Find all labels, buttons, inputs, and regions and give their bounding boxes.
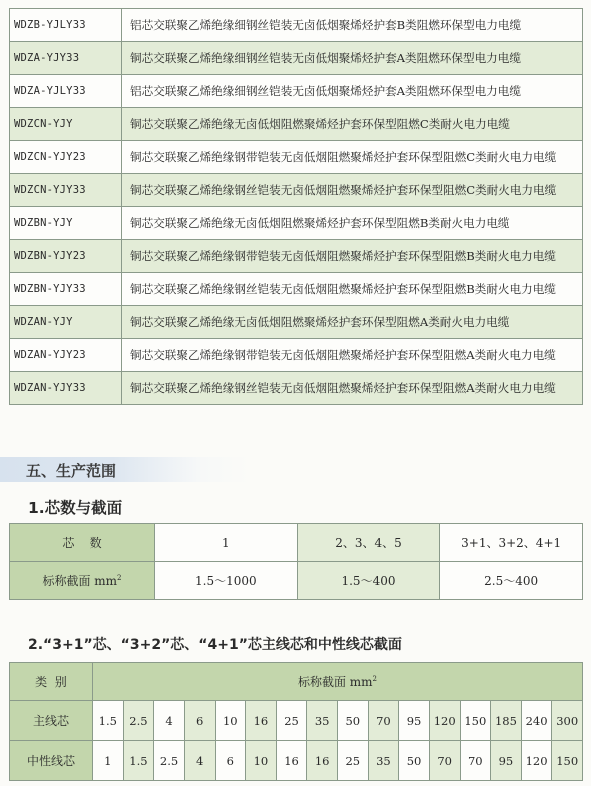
neutral-core-value: 70: [460, 741, 491, 781]
neutral-core-value: 1.5: [123, 741, 154, 781]
section-heading: [0, 457, 250, 482]
cores-row: [10, 524, 583, 562]
neutral-core-value: 120: [521, 741, 552, 781]
main-core-value: 240: [521, 701, 552, 741]
area-value: 2.5～400: [440, 562, 583, 600]
neutral-heading: 2.“3+1”芯、“3+2”芯、“4+1”芯主线芯和中性线芯截面: [28, 637, 402, 653]
area-label-text: 标称截面 mm: [42, 574, 118, 588]
model-row: [10, 174, 583, 207]
model-row: [10, 42, 583, 75]
model-description: 铜芯交联聚乙烯绝缘无卤低烟阻燃聚烯烃护套环保型阻燃B类耐火电力电缆: [122, 207, 583, 240]
nominal-area-sup: 2: [372, 675, 378, 683]
model-row: [10, 75, 583, 108]
main-core-value: 300: [552, 701, 583, 741]
model-description: 铜芯交联聚乙烯绝缘钢丝铠装无卤低烟阻燃聚烯烃护套环保型阻燃C类耐火电力电缆: [122, 174, 583, 207]
model-description: 铝芯交联聚乙烯绝缘细钢丝铠装无卤低烟聚烯烃护套B类阻燃环保型电力电缆: [122, 9, 583, 42]
model-description: 铜芯交联聚乙烯绝缘无卤低烟阻燃聚烯烃护套环保型阻燃A类耐火电力电缆: [122, 306, 583, 339]
neutral-table: [9, 662, 583, 781]
main-core-value: 16: [246, 701, 277, 741]
neutral-core-value: 6: [215, 741, 246, 781]
neutral-core-value: 1: [93, 741, 124, 781]
nominal-area-header: [93, 663, 583, 701]
model-row: [10, 339, 583, 372]
neutral-core-value: 25: [338, 741, 369, 781]
neutral-core-value: 70: [429, 741, 460, 781]
main-core-value: 4: [154, 701, 185, 741]
main-core-value: 70: [368, 701, 399, 741]
area-value: 1.5～1000: [155, 562, 298, 600]
main-core-value: 185: [491, 701, 522, 741]
neutral-core-value: 16: [307, 741, 338, 781]
core-value: 1: [155, 524, 298, 562]
main-core-value: 35: [307, 701, 338, 741]
model-code: WDZAN-YJY33: [10, 372, 122, 405]
model-description: 铝芯交联聚乙烯绝缘细钢丝铠装无卤低烟聚烯烃护套A类阻燃环保型电力电缆: [122, 75, 583, 108]
main-core-value: 1.5: [93, 701, 124, 741]
main-core-value: 6: [184, 701, 215, 741]
area-unit-sup: 2: [117, 574, 122, 582]
model-row: [10, 240, 583, 273]
main-core-value: 50: [338, 701, 369, 741]
model-row: [10, 273, 583, 306]
neutral-core-value: 10: [246, 741, 277, 781]
model-code: WDZA-YJY33: [10, 42, 122, 75]
section-title: 五、生产范围: [26, 462, 117, 480]
nominal-area-label: [10, 562, 155, 600]
model-row: [10, 9, 583, 42]
model-code: WDZBN-YJY23: [10, 240, 122, 273]
main-core-value: 25: [276, 701, 307, 741]
nominal-area-text: 标称截面 mm: [297, 675, 373, 689]
model-description: 铜芯交联聚乙烯绝缘钢带铠装无卤低烟阻燃聚烯烃护套环保型阻燃C类耐火电力电缆: [122, 141, 583, 174]
area-value: 1.5～400: [297, 562, 440, 600]
neutral-core-row: [10, 741, 583, 781]
cores-heading: 1.芯数与截面: [28, 499, 123, 517]
neutral-core-value: 150: [552, 741, 583, 781]
model-code: WDZCN-YJY: [10, 108, 122, 141]
neutral-core-value: 95: [491, 741, 522, 781]
main-core-value: 150: [460, 701, 491, 741]
model-table: [9, 8, 583, 405]
neutral-core-value: 4: [184, 741, 215, 781]
main-core-value: 2.5: [123, 701, 154, 741]
model-description: 铜芯交联聚乙烯绝缘无卤低烟阻燃聚烯烃护套环保型阻燃C类耐火电力电缆: [122, 108, 583, 141]
neutral-core-value: 35: [368, 741, 399, 781]
main-core-row: [10, 701, 583, 741]
main-core-value: 120: [429, 701, 460, 741]
core-count-label: 芯 数: [10, 524, 155, 562]
model-code: WDZAN-YJY23: [10, 339, 122, 372]
area-row: [10, 562, 583, 600]
model-row: [10, 372, 583, 405]
neutral-core-value: 2.5: [154, 741, 185, 781]
model-description: 铜芯交联聚乙烯绝缘细钢丝铠装无卤低烟聚烯烃护套A类阻燃环保型电力电缆: [122, 42, 583, 75]
model-row: [10, 141, 583, 174]
category-label: 类 别: [10, 663, 93, 701]
model-description: 铜芯交联聚乙烯绝缘钢带铠装无卤低烟阻燃聚烯烃护套环保型阻燃A类耐火电力电缆: [122, 339, 583, 372]
neutral-core-value: 16: [276, 741, 307, 781]
model-code: WDZA-YJLY33: [10, 75, 122, 108]
model-code: WDZBN-YJY33: [10, 273, 122, 306]
model-code: WDZBN-YJY: [10, 207, 122, 240]
model-code: WDZCN-YJY23: [10, 141, 122, 174]
neutral-header-row: [10, 663, 583, 701]
main-core-value: 10: [215, 701, 246, 741]
model-code: WDZCN-YJY33: [10, 174, 122, 207]
neutral-core-label: 中性线芯: [10, 741, 93, 781]
model-description: 铜芯交联聚乙烯绝缘钢丝铠装无卤低烟阻燃聚烯烃护套环保型阻燃B类耐火电力电缆: [122, 273, 583, 306]
main-core-value: 95: [399, 701, 430, 741]
model-code: WDZAN-YJY: [10, 306, 122, 339]
main-core-label: 主线芯: [10, 701, 93, 741]
model-row: [10, 207, 583, 240]
cores-table: [9, 523, 583, 600]
core-value: 2、3、4、5: [297, 524, 440, 562]
model-row: [10, 108, 583, 141]
model-description: 铜芯交联聚乙烯绝缘钢带铠装无卤低烟阻燃聚烯烃护套环保型阻燃B类耐火电力电缆: [122, 240, 583, 273]
neutral-core-value: 50: [399, 741, 430, 781]
core-value: 3+1、3+2、4+1: [440, 524, 583, 562]
model-code: WDZB-YJLY33: [10, 9, 122, 42]
model-description: 铜芯交联聚乙烯绝缘钢丝铠装无卤低烟阻燃聚烯烃护套环保型阻燃A类耐火电力电缆: [122, 372, 583, 405]
model-row: [10, 306, 583, 339]
